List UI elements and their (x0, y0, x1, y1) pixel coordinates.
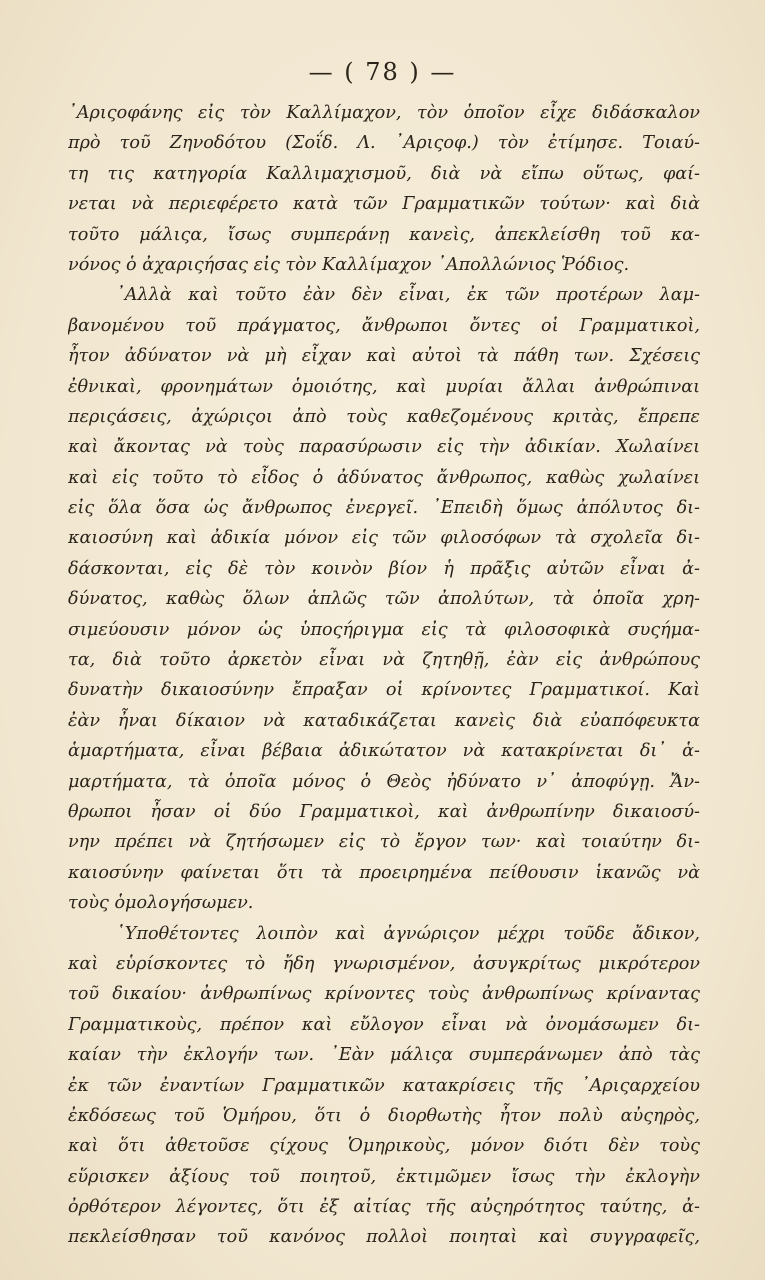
text-line: σιμεύουσιν μόνον ὡς ὑποςήριγμα εἰς τὰ φιλοσοφικὰ συςήμα- (68, 619, 700, 640)
text-line: δύνατος, καθὼς ὅλων ἁπλῶς τῶν ἀπολύτων, τὰ ὁποῖα χρη- (68, 589, 700, 610)
text-line: νόνος ὁ ἀχαριςήσας εἰς τὸν Καλλίμαχον ᾿Απολλώνιος Ῥόδιος. (68, 254, 630, 275)
text-line: καιοσύνη καὶ ἀδικία μόνον εἰς τῶν φιλοσόφων τὰ σχολεῖα δι- (68, 528, 700, 549)
text-line: τοὺς ὁμολογήσωμεν. (68, 893, 254, 914)
text-line: τοῦτο μάλιςα, ἴσως συμπεράνῃ κανεὶς, ἀπεκλείσθη τοῦ κα- (68, 224, 700, 245)
text-line: ἐθνικαὶ, φρονημάτων ὁμοιότης, καὶ μυρίαι ἄλλαι ἀνθρώπιναι (68, 376, 700, 397)
text-line: τοῦ δικαίου· ἀνθρωπίνως κρίνοντες τοὺς ἀνθρωπίνως κρίναντας (68, 984, 700, 1005)
text-line: πεκλείσθησαν τοῦ κανόνος πολλοὶ ποιηταὶ καὶ συγγραφεῖς, (68, 1227, 700, 1248)
text-line: εἰς ὅλα ὅσα ὡς ἄνθρωπος ἐνεργεῖ. ᾿Επειδὴ ὅμως ἀπόλυτος δι- (68, 498, 700, 519)
text-line: καὶ εἰς τοῦτο τὸ εἶδος ὁ ἀδύνατος ἄνθρωπος, καθὼς χωλαίνει (68, 467, 700, 488)
page-body-text (68, 98, 700, 1253)
text-line: ᾿Αλλὰ καὶ τοῦτο ἐὰν δὲν εἶναι, ἐκ τῶν προτέρων λαμ- (116, 285, 700, 306)
text-line: καιοσύνην φαίνεται ὅτι τὰ προειρημένα πείθουσιν ἱκανῶς νὰ (68, 862, 700, 883)
page-number-header: — ( 78 ) — (308, 58, 457, 86)
text-line: εὕρισκεν ἀξίους τοῦ ποιητοῦ, ἐκτιμῶμεν ἴσως τὴν ἐκλογὴν (68, 1166, 700, 1187)
text-line: βανομένου τοῦ πράγματος, ἄνθρωποι ὄντες οἱ Γραμματικοὶ, (68, 315, 700, 336)
text-line: δυνατὴν δικαιοσύνην ἔπραξαν οἱ κρίνοντες Γραμματικοί. Καὶ (68, 680, 700, 701)
text-line: καὶ ἄκοντας νὰ τοὺς παρασύρωσιν εἰς τὴν ἀδικίαν. Χωλαίνει (68, 437, 700, 458)
text-line: νεται νὰ περιεφέρετο κατὰ τῶν Γραμματικῶν τούτων· καὶ διὰ (68, 194, 700, 215)
text-line: ᾿Αριςοφάνης εἰς τὸν Καλλίμαχον, τὸν ὁποῖον εἶχε διδάσκαλον (68, 103, 700, 123)
text-line: νην πρέπει νὰ ζητήσωμεν εἰς τὸ ἔργον των· καὶ τοιαύτην δι- (68, 832, 700, 853)
text-line: ἦτον ἀδύνατον νὰ μὴ εἶχαν καὶ αὐτοὶ τὰ πάθη των. Σχέσεις (68, 346, 700, 367)
text-line: μαρτήματα, τὰ ὁποῖα μόνος ὁ Θεὸς ἠδύνατο ν᾽ ἀποφύγῃ. Ἄν- (68, 771, 700, 792)
text-line: πρὸ τοῦ Ζηνοδότου (Σοΐδ. Λ. ᾿Αριςοφ.) τὸν ἐτίμησε. Τοιαύ- (68, 133, 700, 154)
text-line: τη τις κατηγορία Καλλιμαχισμοῦ, διὰ νὰ εἴπω οὕτως, φαί- (68, 163, 700, 184)
text-line: περιςάσεις, ἀχώριςοι ἀπὸ τοὺς καθεζομένους κριτὰς, ἔπρεπε (68, 406, 700, 427)
text-line: τα, διὰ τοῦτο ἀρκετὸν εἶναι νὰ ζητηθῇ, ἐὰν εἰς ἀνθρώπους (68, 650, 700, 671)
text-line: καίαν τὴν ἐκλογήν των. ᾿Εὰν μάλιςα συμπεράνωμεν ἀπὸ τὰς (68, 1045, 700, 1066)
text-line: Γραμματικοὺς, πρέπον καὶ εὔλογον εἶναι νὰ ὀνομάσωμεν δι- (68, 1014, 700, 1035)
text-line: ἁμαρτήματα, εἶναι βέβαια ἀδικώτατον νὰ κατακρίνεται δι᾽ ἁ- (68, 741, 700, 762)
text-line: θρωποι ἦσαν οἱ δύο Γραμματικοὶ, καὶ ἀνθρωπίνην δικαιοσύ- (68, 801, 700, 822)
text-line: καὶ εὑρίσκοντες τὸ ἤδη γνωρισμένον, ἀσυγκρίτως μικρότερον (68, 953, 700, 974)
text-line: ῾Υποθέτοντες λοιπὸν καὶ ἀγνώριςον μέχρι τοῦδε ἄδικον, (116, 923, 700, 944)
text-line: ἐκδόσεως τοῦ Ὁμήρου, ὅτι ὁ διορθωτὴς ἦτον πολὺ αὐςηρὸς, (68, 1105, 700, 1126)
text-line: δάσκονται, εἰς δὲ τὸν κοινὸν βίον ἡ πρᾶξις αὐτῶν εἶναι ἀ- (68, 558, 700, 579)
text-line: ὀρθότερον λέγοντες, ὅτι ἐξ αἰτίας τῆς αὐςηρότητος ταύτης, ἀ- (68, 1197, 700, 1218)
text-line: ἐὰν ἦναι δίκαιον νὰ καταδικάζεται κανεὶς διὰ εὐαπόφευκτα (68, 710, 700, 731)
text-line: καὶ ὅτι ἀθετοῦσε ςίχους Ὁμηρικοὺς, μόνον διότι δὲν τοὺς (68, 1136, 700, 1157)
text-line: ἐκ τῶν ἐναντίων Γραμματικῶν κατακρίσεις τῆς ᾿Αριςαρχείου (68, 1075, 700, 1096)
